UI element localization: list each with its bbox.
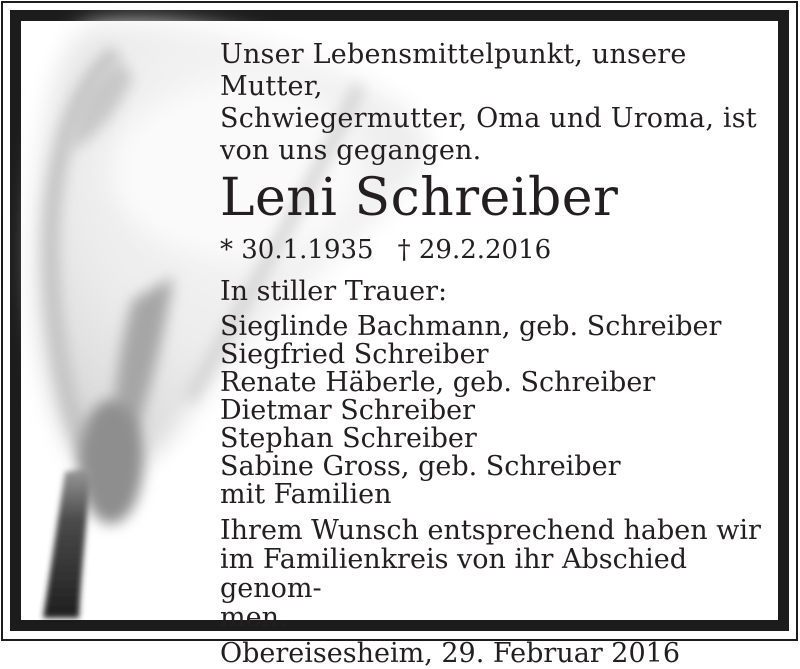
life-dates [220, 235, 781, 265]
closing-line: Ihrem Wunsch entsprechend haben wir [220, 515, 761, 546]
intro-paragraph [220, 39, 781, 167]
mourner-name: Siegfried Schreiber [220, 339, 489, 370]
deceased-name: Leni Schreiber [220, 168, 619, 228]
birth-date: * 30.1.1935 [220, 235, 374, 265]
mourner-name: Dietmar Schreiber [220, 395, 475, 426]
death-date: † 29.2.2016 [397, 235, 552, 265]
notice-content [21, 22, 778, 669]
mourning-header: In stiller Trauer: [220, 276, 448, 307]
intro-line: Unser Lebensmittelpunkt, unsere Mutter, [220, 39, 687, 102]
notice-text [220, 22, 781, 669]
mourner-name: Stephan Schreiber [220, 423, 477, 454]
mourner-name: mit Familien [220, 479, 392, 510]
place-date: Obereisesheim, 29. Februar 2016 [220, 638, 681, 669]
mourners-list [220, 313, 781, 509]
mourner-name: Renate Häberle, geb. Schreiber [220, 367, 656, 398]
intro-line: von uns gegangen. [220, 135, 482, 166]
closing-paragraph [220, 516, 781, 632]
closing-line: im Familienkreis von ihr Abschied genom- [220, 544, 688, 604]
intro-line: Schwiegermutter, Oma und Uroma, ist [220, 103, 757, 134]
mourner-name: Sabine Gross, geb. Schreiber [220, 451, 621, 482]
closing-line: men. [220, 602, 288, 633]
mourner-name: Sieglinde Bachmann, geb. Schreiber [220, 311, 722, 342]
